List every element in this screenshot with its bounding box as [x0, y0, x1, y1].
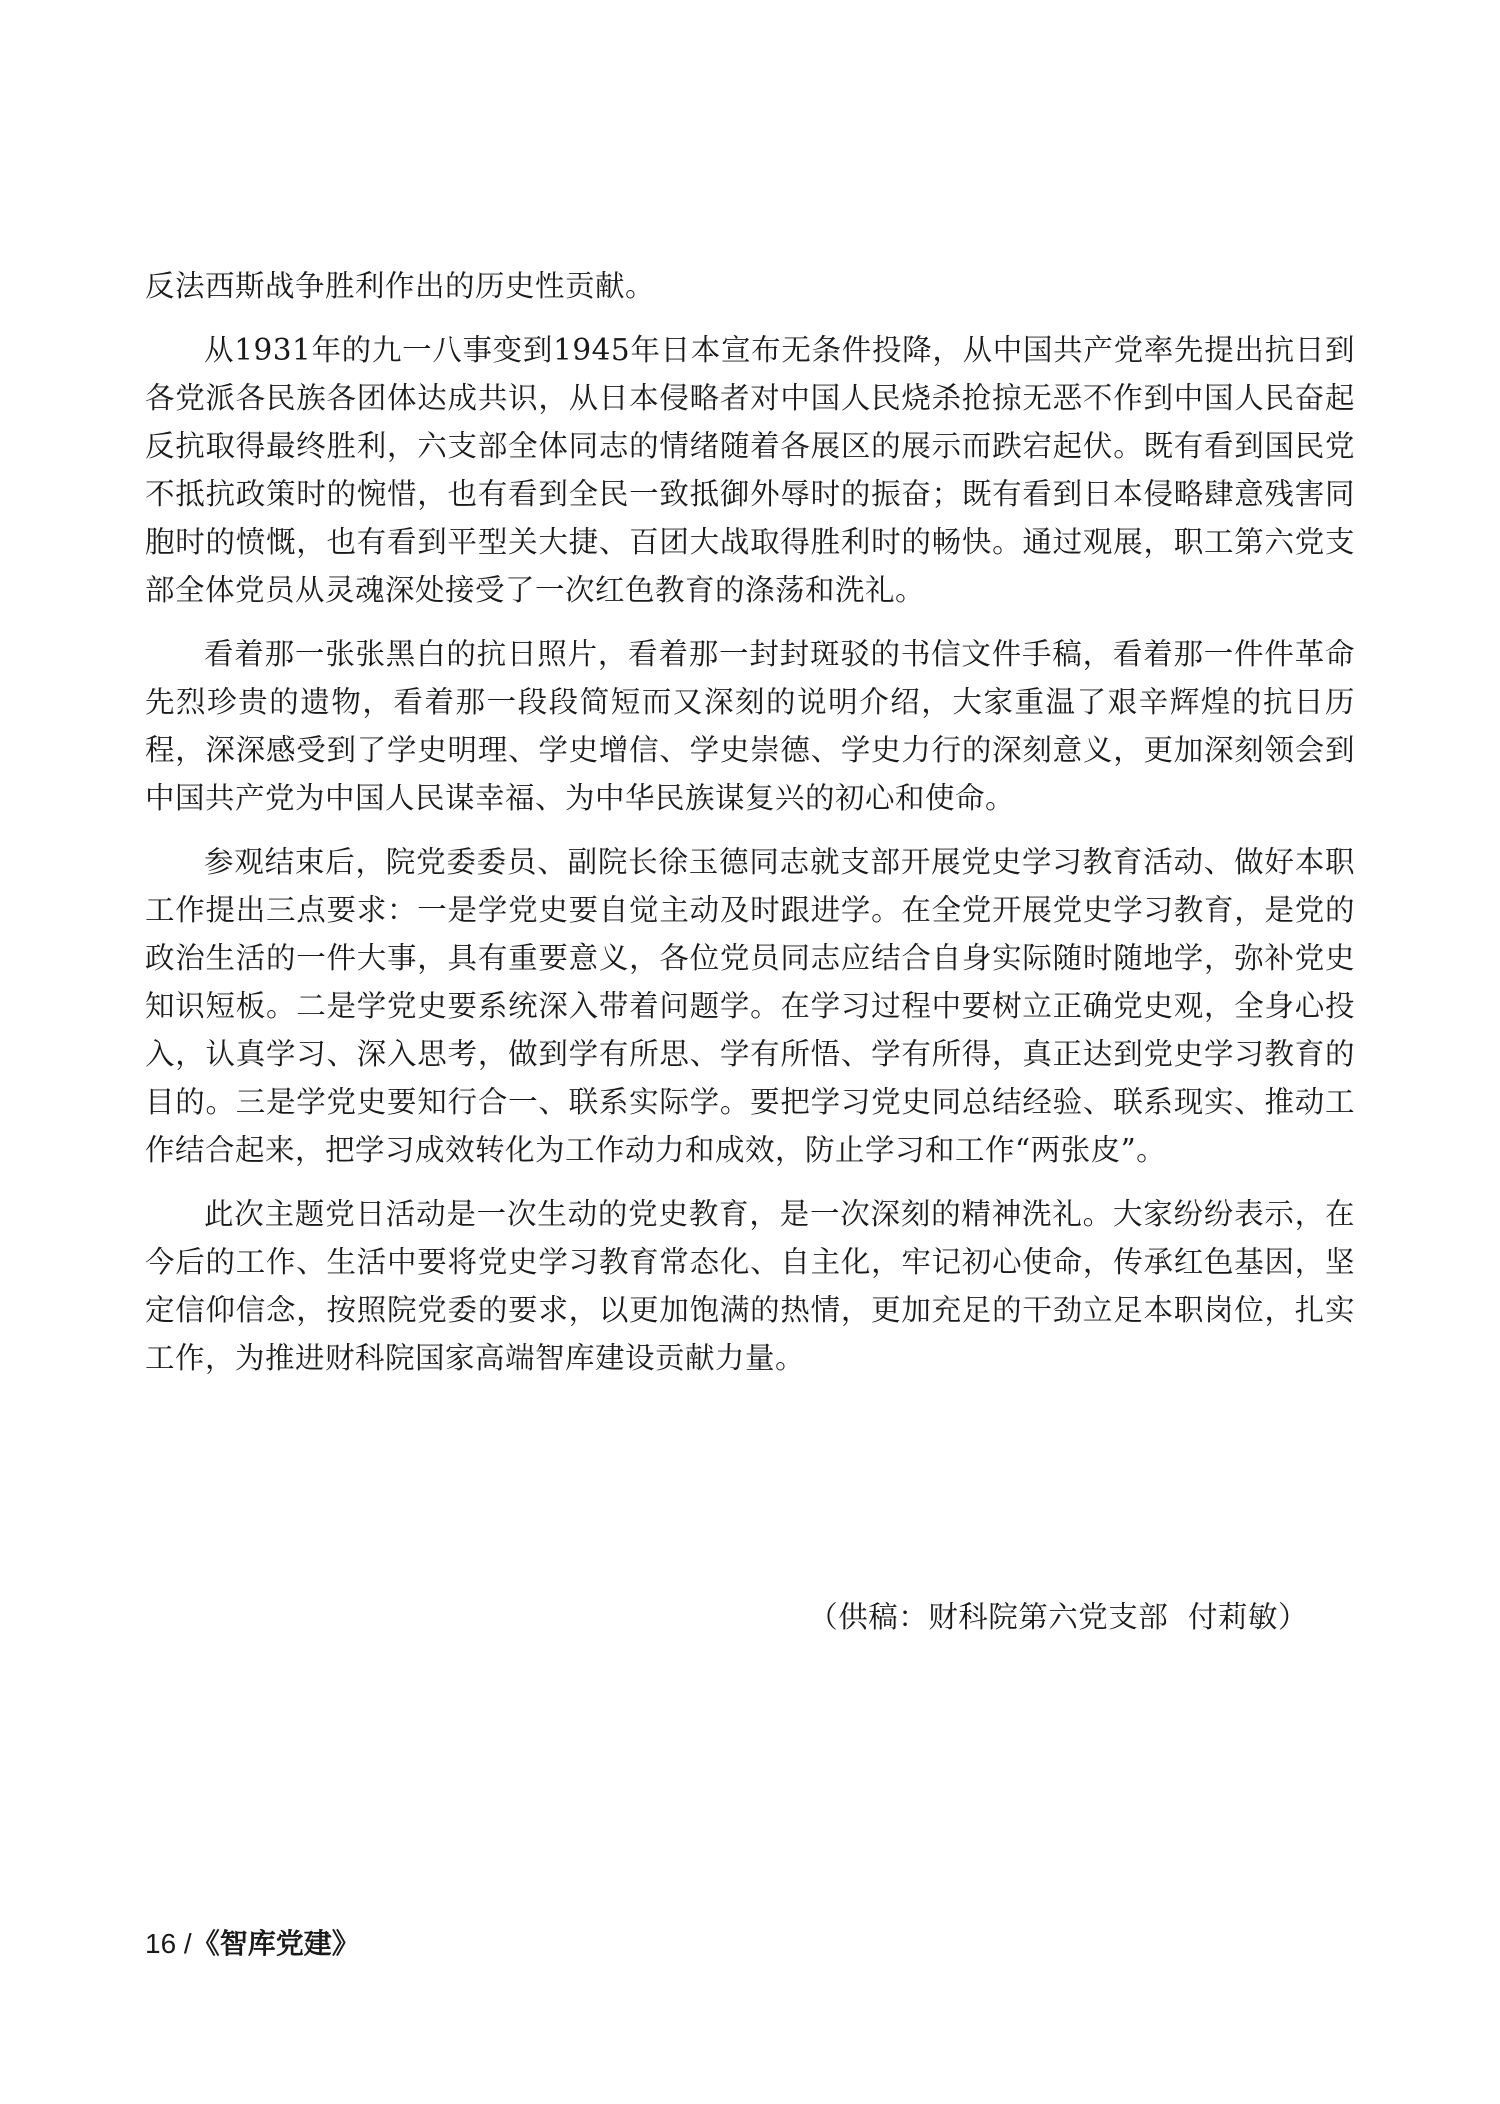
article-body	[145, 262, 1355, 1382]
paragraph: 参观结束后，院党委委员、副院长徐玉德同志就支部开展党史学习教育活动、做好本职工作提出三点要求：一是学党史要自觉主动及时跟进学。在全党开展党史学习教育，是党的政治生活的一件大事，具有重要意义，各位党员同志应结合自身实际随时随地学，弥补党史知识短板。二是学党史要系统深入带着问题学。在学习过程中要树立正确党史观，全身心投入，认真学习、深入思考，做到学有所思、学有所悟、学有所得，真正达到党史学习教育的目的。三是学党史要知行合一、联系实际学。要把学习党史同总结经验、联系现实、推动工作结合起来，把学习成效转化为工作动力和成效，防止学习和工作“两张皮”。	[145, 845, 1355, 1167]
paragraph: 此次主题党日活动是一次生动的党史教育，是一次深刻的精神洗礼。大家纷纷表示，在今后的工作、生活中要将党史学习教育常态化、自主化，牢记初心使命，传承红色基因，坚定信仰信念，按照院党委的要求，以更加饱满的热情，更加充足的干劲立足本职岗位，扎实工作，为推进财科院国家高端智库建设贡献力量。	[145, 1197, 1355, 1375]
article-byline: （供稿：财科院第六党支部 付莉敏）	[808, 1600, 1308, 1634]
paragraph: 看着那一张张黑白的抗日照片，看着那一封封斑驳的书信文件手稿，看着那一件件革命先烈珍贵的遗物，看着那一段段简短而又深刻的说明介绍，大家重温了艰辛辉煌的抗日历程，深深感受到了学史明理、学史增信、学史崇德、学史力行的深刻意义，更加深刻领会到中国共产党为中国人民谋幸福、为中华民族谋复兴的初心和使命。	[145, 637, 1355, 815]
page-footer	[145, 1926, 360, 1962]
page-number: 16	[145, 1928, 177, 1959]
paragraph: 从1931年的九一八事变到1945年日本宣布无条件投降，从中国共产党率先提出抗日到各党派各民族各团体达成共识，从日本侵略者对中国人民烧杀抢掠无恶不作到中国人民奋起反抗取得最终胜利，六支部全体同志的情绪随着各展区的展示而跌宕起伏。既有看到国民党不抵抗政策时的惋惜，也有看到全民一致抵御外辱时的振奋；既有看到日本侵略肆意残害同胞时的愤慨，也有看到平型关大捷、百团大战取得胜利时的畅快。通过观展，职工第六党支部全体党员从灵魂深处接受了一次红色教育的涤荡和洗礼。	[145, 333, 1355, 607]
publication-title: 《智库党建》	[191, 1927, 360, 1960]
footer-separator: /	[176, 1928, 192, 1959]
paragraph-continuation: 反法西斯战争胜利作出的历史性贡献。	[145, 269, 656, 303]
